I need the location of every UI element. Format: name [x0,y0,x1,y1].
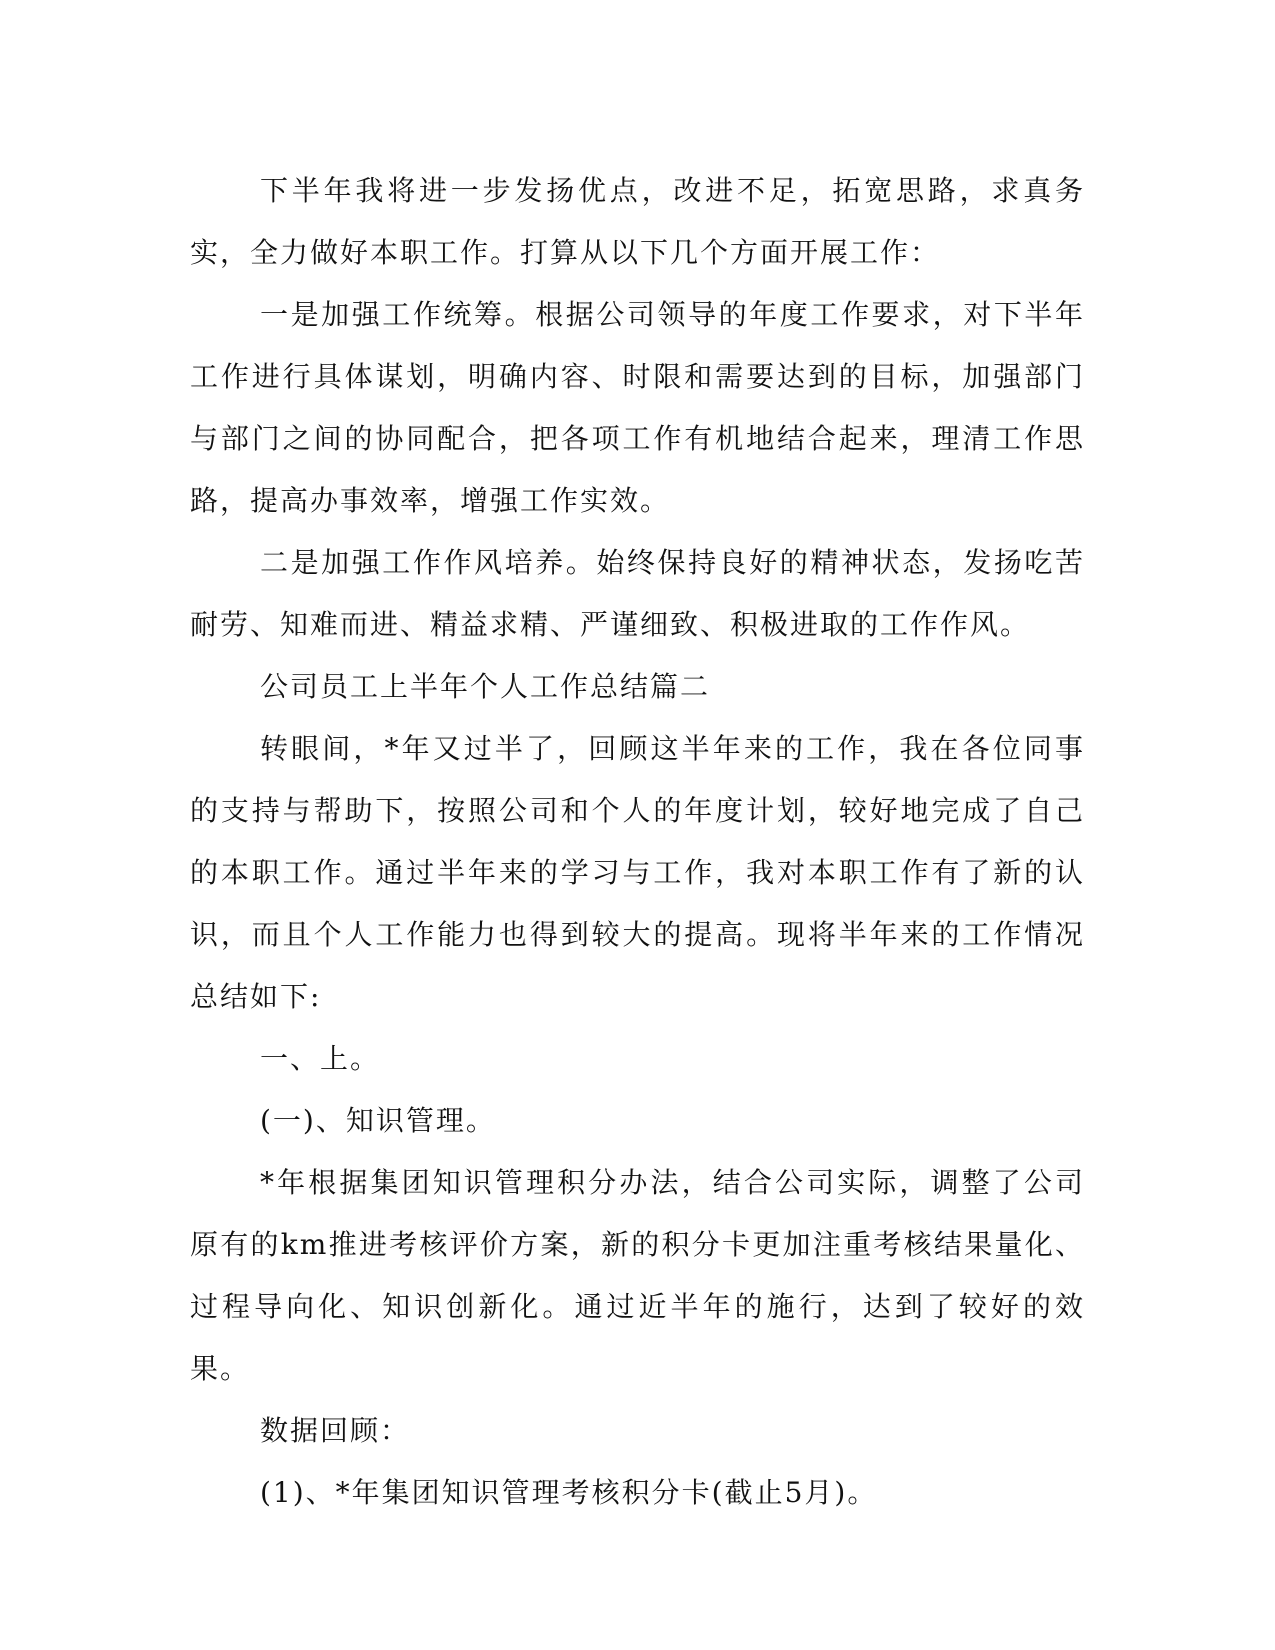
paragraph-intro: 转眼间，*年又过半了，回顾这半年来的工作，我在各位同事的支持与帮助下，按照公司和个人的年度计划，较好地完成了自己的本职工作。通过半年来的学习与工作，我对本职工作有了新的认识，而且个人工作能力也得到较大的提高。现将半年来的工作情况总结如下: [190,732,1085,1013]
paragraph-second-half-plan: 下半年我将进一步发扬优点，改进不足，拓宽思路，求真务实，全力做好本职工作。打算从以下几个方面开展工作： [190,174,1085,269]
paragraph-coordination: 一是加强工作统筹。根据公司领导的年度工作要求，对下半年工作进行具体谋划，明确内容、时限和需要达到的目标，加强部门与部门之间的协同配合，把各项工作有机地结合起来，理清工作思路，提高办事效率，增强工作实效。 [190,298,1085,517]
list-item-scorecard: (1)、*年集团知识管理考核积分卡(截止5月)。 [260,1476,878,1509]
heading-knowledge-management: (一)、知识管理。 [260,1104,496,1137]
paragraph-km-plan: *年根据集团知识管理积分办法，结合公司实际，调整了公司原有的km推进考核评价方案，新的积分卡更加注重考核结果量化、过程导向化、知识创新化。通过近半年的施行，达到了较好的效果。 [190,1166,1085,1385]
document-body [190,160,1085,1524]
paragraph-work-style: 二是加强工作作风培养。始终保持良好的精神状态，发扬吃苦耐劳、知难而进、精益求精、严谨细致、积极进取的工作作风。 [190,546,1085,641]
heading-data-review: 数据回顾： [260,1414,411,1447]
heading-part-one: 一、上。 [260,1042,381,1075]
section-heading: 公司员工上半年个人工作总结篇二 [260,670,711,703]
